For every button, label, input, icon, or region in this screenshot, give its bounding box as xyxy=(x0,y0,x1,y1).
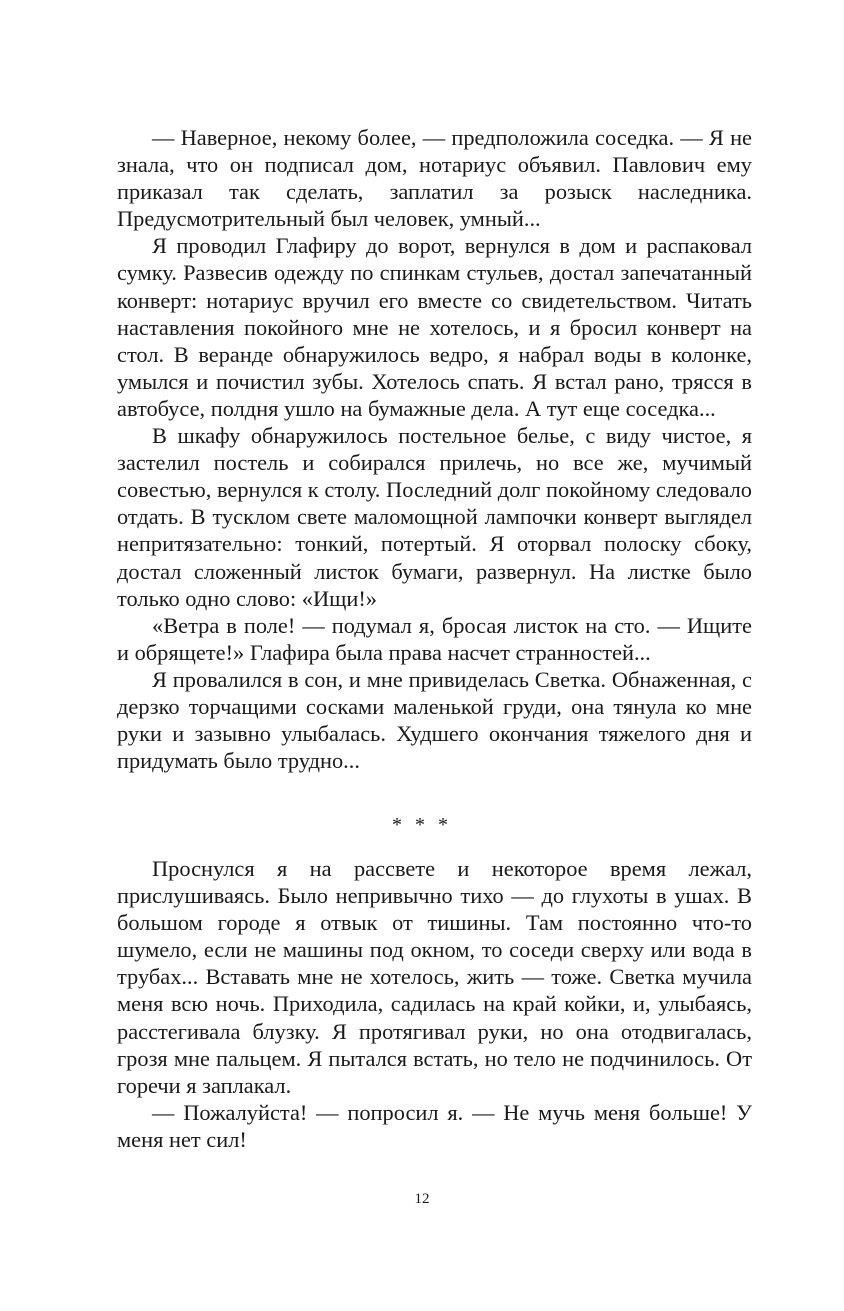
text-section-after-break xyxy=(117,855,752,1153)
text-section-before-break xyxy=(117,124,752,774)
paragraph: Я проводил Глафиру до ворот, вернулся в дом и распаковал сумку. Развесив одежду по спинкам стульев, достал запечатанный конверт: нотариус вручил его вместе со свидетельством. Читать наставления покойного мне не хотелось, и я бросил конверт на стол. В веранде обнаружилось ведро, я набрал воды в колонке, умылся и почистил зубы. Хотелось спать. Я встал рано, трясся в автобусе, полдня ушло на бумажные дела. А тут еще соседка... xyxy=(117,233,752,421)
paragraph: — Пожалуйста! — попросил я. — Не мучь меня больше! У меня нет сил! xyxy=(117,1099,752,1152)
paragraph: Проснулся я на рассвете и некоторое время лежал, прислушиваясь. Было непривычно тихо — до глухоты в ушах. В большом городе я отвык от тишины. Там постоянно что-то шумело, если не машины под окном, то соседи сверху или вода в трубах... Вставать мне не хотелось, жить — тоже. Светка мучила меня всю ночь. Приходила, садилась на край койки, и, улыбаясь, расстегивала блузку. Я протягивал руки, но она отодвигалась, грозя мне пальцем. Я пытался встать, но тело не подчинилось. От горечи я заплакал. xyxy=(117,856,752,1098)
paragraph: В шкафу обнаружилось постельное белье, с виду чистое, я застелил постель и собирался прилечь, но все же, мучимый совестью, вернулся к столу. Последний долг покойному следовало отдать. В тусклом свете маломощной лампочки конверт выглядел непритязательно: тонкий, потертый. Я оторвал полоску сбоку, достал сложенный листок бумаги, развернул. На листке было только одно слово: «Ищи!» xyxy=(117,423,752,611)
page-number: 12 xyxy=(414,1191,430,1207)
paragraph: — Наверное, некому более, — предположила соседка. — Я не знала, что он подписал дом, нотариус объявил. Павлович ему приказал так сделать, заплатил за розыск наследника. Предусмотрительный был человек, умный... xyxy=(117,125,752,232)
paragraph: «Ветра в поле! — подумал я, бросая листок на сто. — Ищите и обрящете!» Глафира была права насчет странностей... xyxy=(117,612,752,665)
section-separator: * * * xyxy=(392,814,452,836)
paragraph: Я провалился в сон, и мне привиделась Светка. Обнаженная, с дерзко торчащими сосками маленькой груди, она тянула ко мне руки и зазывно улыбалась. Худшего окончания тяжелого дня и придумать было трудно... xyxy=(117,666,752,774)
